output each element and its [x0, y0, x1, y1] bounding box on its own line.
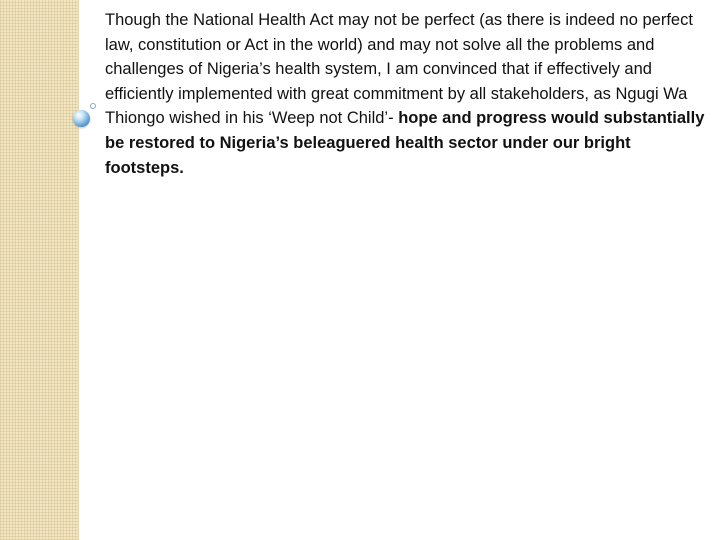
- side-panel-divider: [78, 0, 79, 540]
- paragraph-plain-text: Though the National Health Act may not be perfect (as there is indeed no perfect law, constitution or Act in the world) and may not solve all the problems and challenges of Nigeria’s health system, I am convinced that if effectively and efficiently implemented with great commitment by all stakeholders, as Ngugi Wa Thiongo wished in his ‘Weep not Child’-: [105, 11, 693, 128]
- small-bubble-icon: [90, 103, 96, 109]
- decorative-side-panel: [0, 0, 78, 540]
- large-bubble-icon: [73, 110, 90, 127]
- body-paragraph: [105, 8, 705, 180]
- paragraph-bold-text: hope and progress would substantially be restored to Nigeria’s beleaguered health sector under our bright footsteps.: [105, 109, 705, 177]
